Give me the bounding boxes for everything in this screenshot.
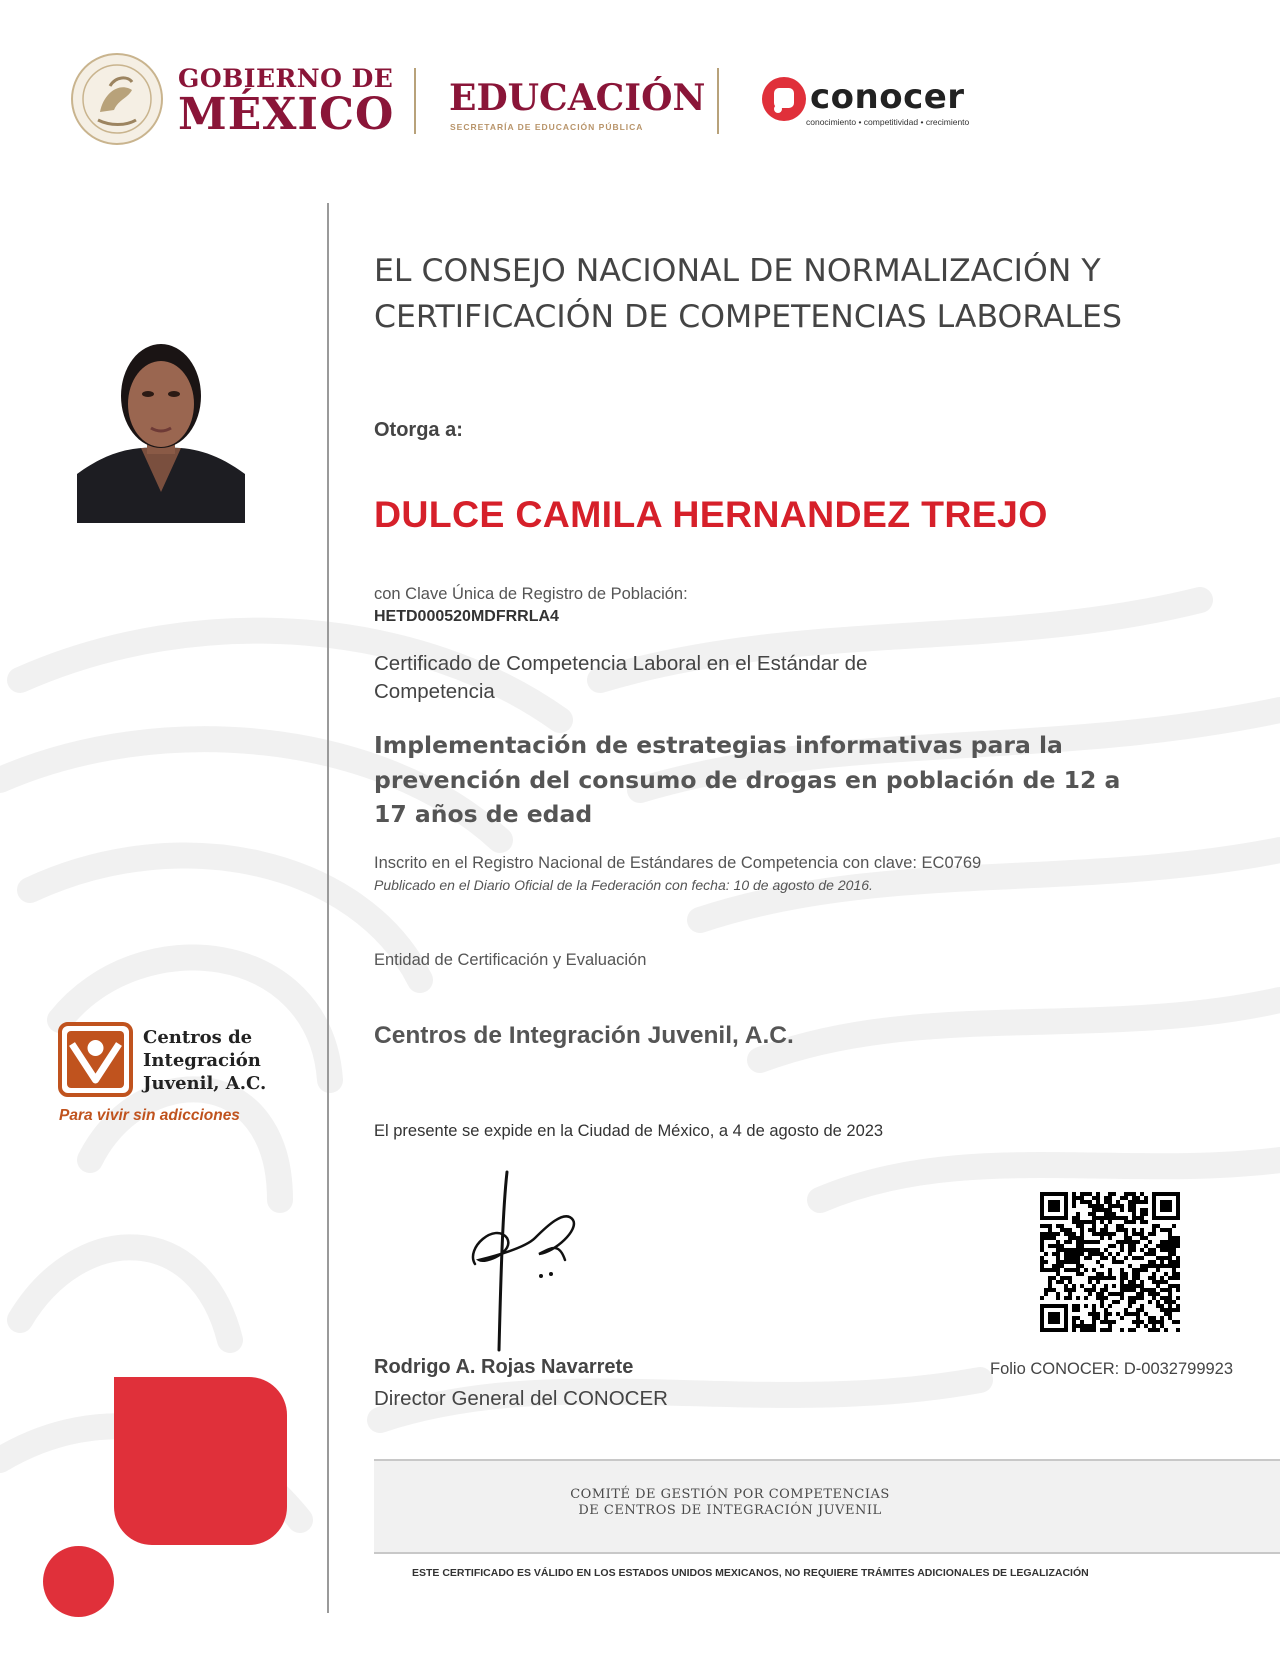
cij-name-line-2: Integración bbox=[143, 1050, 261, 1071]
committee-line-2: DE CENTROS DE INTEGRACIÓN JUVENIL bbox=[578, 1503, 882, 1518]
mexico-coat-of-arms-seal-icon bbox=[70, 52, 164, 146]
curp-value: HETD000520MDFRRLA4 bbox=[374, 608, 559, 625]
verification-qr-code bbox=[1040, 1192, 1180, 1332]
curp-label: con Clave Única de Registro de Población: bbox=[374, 585, 688, 603]
educacion-logotype: EDUCACIÓN bbox=[449, 77, 706, 119]
committee-name bbox=[374, 1487, 1086, 1519]
gobierno-de-mexico-logotype bbox=[178, 64, 395, 140]
recipient-photo bbox=[77, 324, 245, 523]
validity-note: ESTE CERTIFICADO ES VÁLIDO EN LOS ESTADOS UNIDOS MEXICANOS, NO REQUIERE TRÁMITES ADICIONALES DE LEGALIZACIÓN bbox=[412, 1567, 1089, 1579]
gobierno-line-2: MÉXICO bbox=[178, 89, 395, 140]
grants-label: Otorga a: bbox=[374, 419, 463, 441]
entity-name: Centros de Integración Juvenil, A.C. bbox=[374, 1022, 794, 1049]
header-separator bbox=[414, 68, 416, 134]
decorative-red-circle bbox=[43, 1546, 114, 1617]
cij-logo-name bbox=[143, 1026, 266, 1095]
committee-line-1: COMITÉ DE GESTIÓN POR COMPETENCIAS bbox=[570, 1487, 890, 1502]
cij-logo-icon bbox=[58, 1022, 133, 1097]
certificate-type: Certificado de Competencia Laboral en el Estándar de Competencia bbox=[374, 652, 868, 703]
conocer-wordmark: conocer bbox=[810, 77, 965, 117]
issue-statement: El presente se expide en la Ciudad de México, a 4 de agosto de 2023 bbox=[374, 1122, 884, 1140]
gobierno-line-1: GOBIERNO DE bbox=[178, 64, 394, 93]
entity-label: Entidad de Certificación y Evaluación bbox=[374, 951, 647, 969]
signer-title: Director General del CONOCER bbox=[374, 1387, 668, 1410]
director-signature bbox=[455, 1168, 595, 1354]
registry-text: Inscrito en el Registro Nacional de Estándares de Competencia con clave: EC0769 bbox=[374, 854, 982, 872]
competency-standard-name: Implementación de estrategias informativas para la prevención del consumo de drogas en población de 12 a 17 años de edad bbox=[374, 731, 1121, 828]
cij-tagline: Para vivir sin adicciones bbox=[59, 1107, 240, 1124]
recipient-name: DULCE CAMILA HERNANDEZ TREJO bbox=[374, 493, 1048, 535]
cij-name-line-3: Juvenil, A.C. bbox=[143, 1073, 267, 1094]
conocer-logo-icon bbox=[760, 75, 808, 123]
signer-name: Rodrigo A. Rojas Navarrete bbox=[374, 1356, 634, 1378]
educacion-subtitle: SECRETARÍA DE EDUCACIÓN PÚBLICA bbox=[450, 122, 644, 132]
folio-number: Folio CONOCER: D-0032799923 bbox=[990, 1360, 1234, 1378]
issuer-title: EL CONSEJO NACIONAL DE NORMALIZACIÓN Y CERTIFICACIÓN DE COMPETENCIAS LABORALES bbox=[374, 253, 1122, 335]
cij-name-line-1: Centros de bbox=[143, 1027, 253, 1048]
decorative-red-square bbox=[114, 1377, 287, 1545]
vertical-divider bbox=[327, 203, 329, 1613]
dof-publication-text: Publicado en el Diario Oficial de la Federación con fecha: 10 de agosto de 2016. bbox=[374, 877, 873, 893]
conocer-tagline: conocimiento • competitividad • crecimiento bbox=[806, 117, 970, 127]
header-separator bbox=[717, 68, 719, 134]
